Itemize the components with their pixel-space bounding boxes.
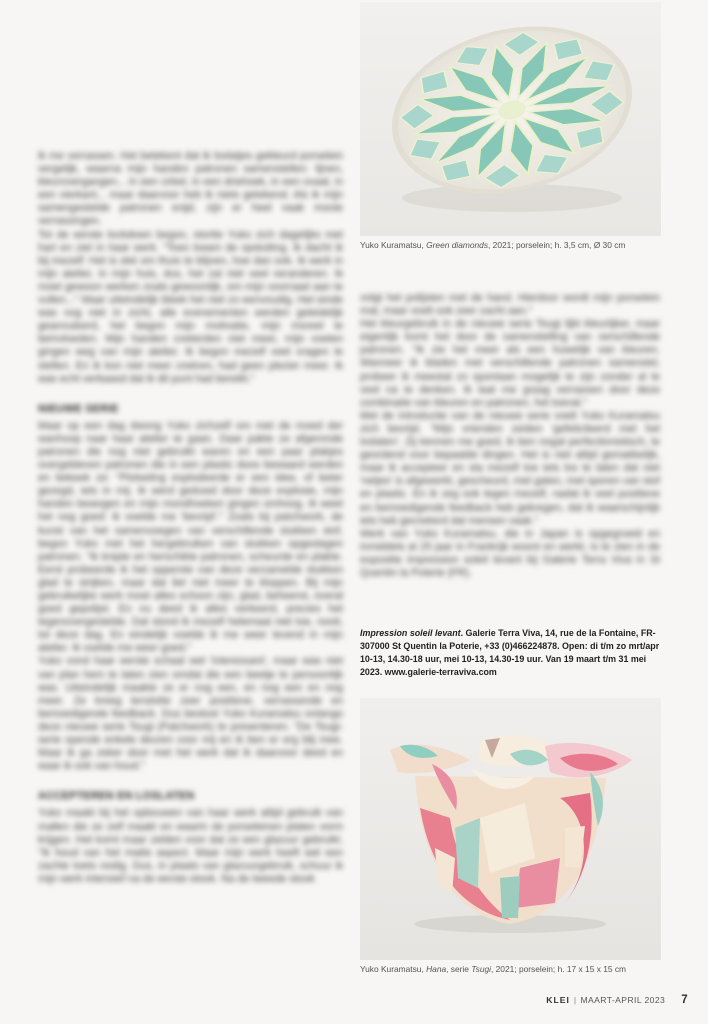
photo-green-diamonds [360,2,661,236]
body-paragraph: Yuko maakt bij het opbouwen van haar werk altijd gebruik van mallen die ze zelf maakt en waarin de porseleinen platen vorm krijgen. Het komt maar zelden voor dat ze een glazuur gebruikt. "Ik houd van het matte aspect. Maar mijn werk heeft wel een zachte toets nodig. Dus, in plaats van glazuurgebruik, schuur ik mijn werk intensief na de eerste stook. Na de tweede stook [38,807,343,885]
issue-label: MAART-APRIL 2023 [580,995,666,1005]
footer-separator: | [573,995,577,1005]
body-paragraph: Werk van Yuko Kuramatsu, die in Japan is opgegroeid en inmiddels al 25 jaar in Frankrijk woont en werkt, is te zien in de expositie Impression soleil levant bij Galerie Terra Viva in St Quentin la Poterie (FR). [360,527,660,579]
magazine-name: KLEI [546,995,570,1005]
page-number: 7 [681,994,688,1006]
right-text-column [360,292,660,580]
body-paragraph: Het kleurgebruik in de nieuwe serie Tsugi lijkt kleuriijker, maar eigenlijk komt het door de samenstelling van verschillende patronen. "Ik zie het meer als een huwelijk van kleuren. Wanneer ik bladen met verschillende patronen samenstel, probeer ik meestal zo spontaan mogelijk te zijn zonder al te veel na te denken. Ik laat me graag verrassen door deze combinatie van kleuren en patronen, het toeval." [360,318,660,409]
left-text-column [38,150,343,886]
body-paragraph: Yuko vond haar eerste schaal wel 'interessant', maar was niet van plan hem te laten zien omdat die een beetje te persoonlijk was. Uiteindelijk maakte ze er nog een, en nog een en nog meer. Ze kreeg tenslotte zeer positieve, verrassende en bemoedigende feedback. Dus besloot Yuko Kuramatsu ontango deze nieuwe serie Tsugi (Patchwork) te presenteren. "De Tsugi-serie opende enkele deuren voor mij en ik ben er erg blij mee. Maar ik ga zeker door met het werk dat ik daarvoor deed en waar ik ook van houd." [38,655,343,773]
body-paragraph: Tot de eerste lockdown begon, stortte Yuko zich dagelijks met hart en ziel in haar werk. "Toen kwam de opsluiting. Ik dacht ik bij mezelf: Het is oké om thuis te blijven, hoe dan ook. Ik werk in mijn atelier, in mijn huis, dus, het zal niet veel veranderen. Ik moet gewoon werken zoals gewoonlijk, om mijn voorraad aan te vullen..." Maar uiteindelijk bleek het niet zo eenvoudig. Het einde was nog niet in zicht, alle evenementen werden geleidelijk geannuleerd, het begon mijn motivatie, mijn moreel te beïnvloeden. Mijn handen creëerden niet meer, mijn voeten gingen weg van mijn atelier. Ik begon mezelf veel vragen te stellen. En ik kon niet meer creëren, had geen plezier meer. Ik was echt verbaasd dat ik dit punt had bereikt." [38,228,343,385]
body-paragraph: Met de introductie van de nieuwe serie voelt Yuko Kuramatsu zich bevrijd. "Mijn vrienden zeiden 'gefeliciteerd met het loslaten'. Zij kennen me goed, ik ben nogal perfectionistisch, te geordend voor bepaalde dingen. Het is niet altijd gemakkelijk, maar ik accepteer en sta mezelf toe iets los te laten dat niet 'netjes' is afgewerkt, gescheurd, met gaten, met sporen van stof en plastic. En ik zeg ook tegen mezelf, nadat ik veel positieve en bemoedigende feedback heb gekregen, dat ik waarschijnlijk iets heb gecreëerd dat mensen vaak." [360,409,660,527]
photo-hana-bowl [360,698,661,960]
section-heading: NIEUWE SERIE [38,402,119,415]
hana-bowl-illustration [360,698,661,960]
section-heading: ACCEPTEREN EN LOSLATEN [38,790,195,803]
body-paragraph: ik me verrassen. Het betekent dat ik loslatjes gekleurd porselein vergelijk, waarna mijn handen patronen samenstellen: lijnen, kleurovergangen... in een cirkel, in een driehoek, in een ovaal, in een vierkant... maar daarvoor heb ik niets getekend. Als ik mijn samengestelde patronen snijd, zijn er heel vaak mooie verrassingen. [38,150,343,228]
caption-hana: Yuko Kuramatsu, Hana, serie Tsugi, 2021; porselein; h. 17 x 15 x 15 cm [360,964,627,974]
body-paragraph: Maar op een dag dwong Yuko zichzelf om met de moed der wanhoop naar haar atelier te gaan. Daar pakte ze afgeronde patronen die nog niet gebruikt waren en een paar plakjes overgebleven patronen die in een plastic doos bewaard werden en bekeek ze: "Plotseling explodeerde er een idee, of beter gezegd, iets in mij. Ik werd geduwd door deze explosie, mijn handen bewogen en mijn mondhoeken gingen omhoog. Ik weet het nog goed: ik voelde me 'bevrijd'." Zoals bij patchwork, de kunst van het samenvoegen van verschillende stukken stof, begon Yuko met het hergebruiken van stukken opgeslagen patronen. "Ik knipte en herschikte patronen, scheurde en plakte. Eerst probeerde ik het opperste van deze verzamelde stukken glad te strijken, maar dat liet niet meer te kloppen. Bij mijn gebruikelijke werk moet alles schoon zijn, glad, beheerst, overal goed gepolijst. En nu deed ik alles verkeerd, precies het tegenovergestelde. Dat stond ik mezelf helemaal niet toe, nooit, tot deze dag. En eindelijk voelde ik me weer levend in mijn atelier. Ik voelde me weer goed." [38,419,343,655]
page-footer [546,994,688,1006]
exhibition-details: . Galerie Terra Viva, 14, rue de la Fontaine, FR-307000 St Quentin la Poterie, +33 (0)466224878. Open: di t/m zo mrt/apr 10-13, 14.30-18 uur, mei 10-13, 14.30-19 uur. Van 19 maart t/m 31 mei 2023. www.galerie-terraviva.com [360,628,660,677]
caption-green-diamonds: Yuko Kuramatsu, Green diamonds, 2021; porselein; h. 3,5 cm, Ø 30 cm [360,240,626,250]
body-paragraph: volgt het polijsten met de hand. Hierdoor wordt mijn porselein mat, maar voelt ook zeer zacht aan." [360,292,660,318]
exhibition-title: Impression soleil levant [360,628,461,638]
green-diamonds-plate-illustration [360,2,661,236]
exhibition-info [360,627,665,679]
